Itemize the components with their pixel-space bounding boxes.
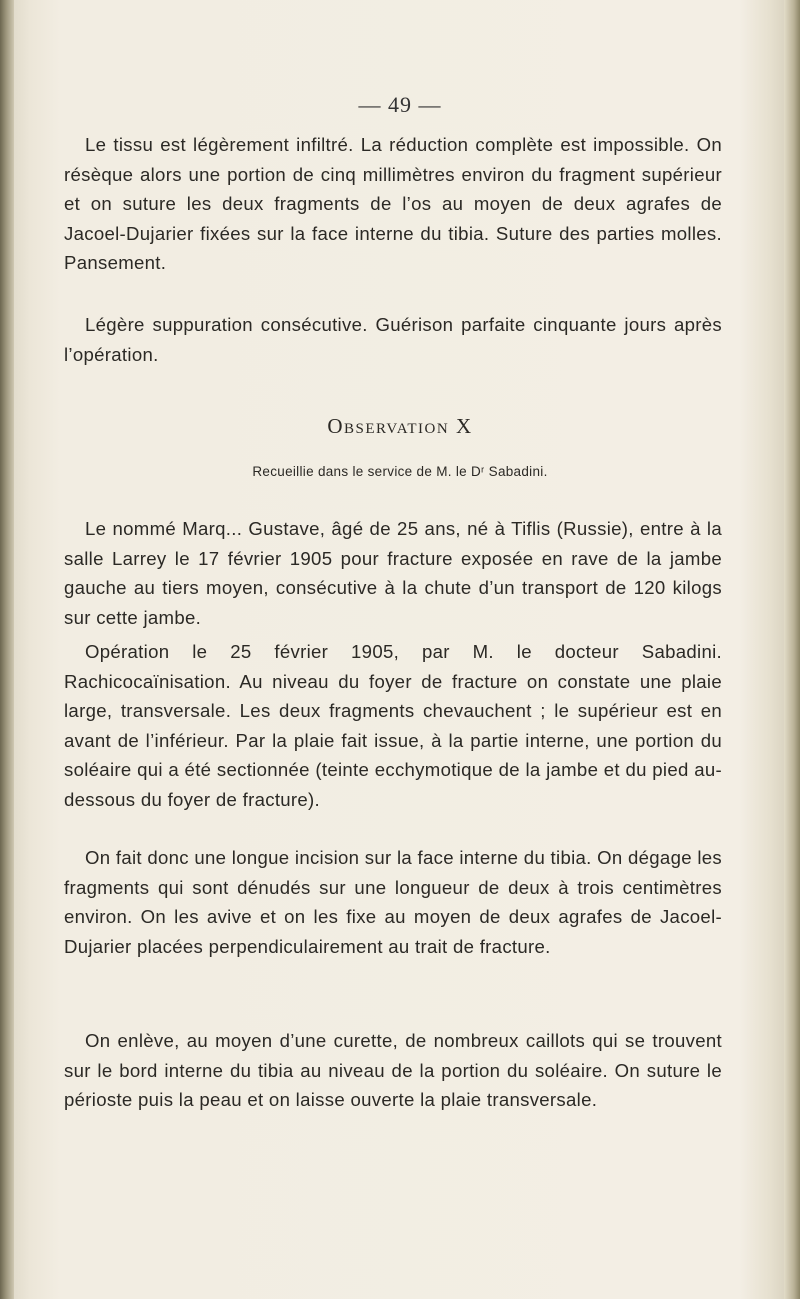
- paragraph: On fait donc une longue incision sur la face interne du tibia. On dégage les fragments qui sont dénudés sur une longueur de deux à trois centimètres environ. On les avive et on les fixe au moyen de deux agrafes de Jacoel-Dujarier placées perpendiculairement au trait de fracture.: [64, 847, 722, 957]
- paragraph: Le tissu est légèrement infiltré. La réduction complète est impossible. On résèque alors une portion de cinq millimètres environ du fragment supérieur et on suture les deux fragments de l’os au moyen de deux agrafes de Jacoel-Dujarier fixées sur la face interne du tibia. Suture des parties molles. Pansement.: [64, 134, 722, 274]
- paragraph: Légère suppuration consécutive. Guérison parfaite cinquante jours après l’opération.: [64, 314, 722, 365]
- section-heading: Observation X: [327, 414, 473, 438]
- section-subheading: Recueillie dans le service de M. le Dʳ Sabadini.: [252, 464, 548, 479]
- paragraph: On enlève, au moyen d’une curette, de nombreux caillots qui se trouvent sur le bord interne du tibia au niveau de la portion du soléaire. On suture le périoste puis la peau et on laisse ouverte la plaie transversale.: [64, 1030, 722, 1111]
- page-number: — 49 —: [358, 92, 442, 117]
- paragraph: Le nommé Marq... Gustave, âgé de 25 ans, né à Tiflis (Russie), entre à la salle Larrey le 17 février 1905 pour fracture exposée en rave de la jambe gauche au tiers moyen, consécutive à la chute d’un transport de 120 kilogs sur cette jambe.: [64, 518, 722, 628]
- paragraph: Opération le 25 février 1905, par M. le docteur Sabadini. Rachicocaïnisation. Au niveau du foyer de fracture on constate une plaie large, transversale. Les deux fragments chevauchent ; le supérieur est en avant de l’inférieur. Par la plaie fait issue, à la partie interne, une portion du soléaire qui a été sectionnée (teinte ecchymotique de la jambe et du pied au-dessous du foyer de fracture).: [64, 641, 722, 810]
